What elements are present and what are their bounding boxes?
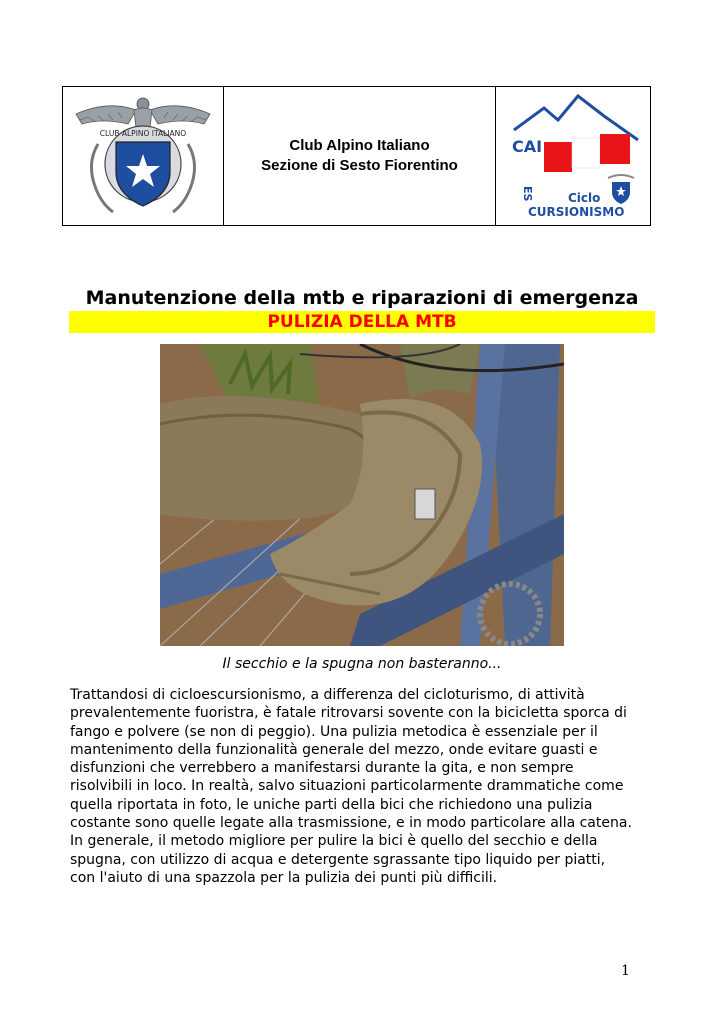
body-line: spugna, con utilizzo di acqua e detergente sgrassante tipo liquido per piatti,: [70, 851, 606, 868]
subtitle-highlight: [69, 311, 655, 333]
cai-eagle-shield-logo-icon: [68, 94, 218, 219]
header-right-cell: [496, 87, 650, 225]
body-line: quella riportata in foto, le uniche parti della bici che richiedono una pulizia: [70, 796, 593, 813]
body-line: con l'aiuto di una spazzola per la pulizia dei punti più difficili.: [70, 869, 498, 886]
body-line: mantenimento della funzionalità generale del mezzo, onde evitare guasti e: [70, 741, 598, 758]
document-title: Manutenzione della mtb e riparazioni di emergenza: [85, 287, 639, 309]
club-name: Club Alpino Italiano: [289, 137, 430, 154]
body-line: costante sono quelle legate alla trasmissione, e in modo particolare alla catena.: [70, 815, 632, 832]
ciclo-text: Ciclo: [568, 191, 601, 205]
header-middle-cell: [224, 87, 496, 225]
body-line: prevalentemente fuoristra, è fatale ritrovarsi sovente con la bicicletta sporca di: [70, 705, 627, 722]
page-number: 1: [621, 963, 630, 979]
photo-caption: Il secchio e la spugna non basteranno...: [222, 656, 502, 672]
muddy-bike-photo-icon: [160, 344, 564, 646]
body-line: risolvibili in loco. In realtà, salvo situazioni particolarmente drammatiche come: [70, 778, 624, 795]
body-line: In generale, il metodo migliore per pulire la bici è quello del secchio e della: [70, 833, 598, 850]
cai-cicloescursionismo-logo-icon: [506, 90, 640, 222]
body-paragraph: [70, 686, 670, 887]
cai-logo-lettering: CLUB ALPINO ITALIANO: [99, 128, 187, 138]
cursionismo-text: CURSIONISMO: [528, 205, 625, 219]
cai-text: CAI: [512, 137, 543, 156]
section-subtitle: PULIZIA DELLA MTB: [267, 312, 457, 332]
header-left-cell: [63, 87, 224, 225]
body-line: Trattandosi di cicloescursionismo, a differenza del cicloturismo, di attività: [70, 687, 585, 703]
body-line: disfunzioni che verrebbero a manifestarsi durante la gita, e non sempre: [70, 760, 574, 777]
body-line: fango e polvere (se non di peggio). Una pulizia metodica è essenziale per il: [70, 723, 598, 740]
es-text: ES: [521, 186, 534, 202]
header-table: [62, 86, 651, 226]
club-section: Sezione di Sesto Fiorentino: [261, 157, 458, 174]
